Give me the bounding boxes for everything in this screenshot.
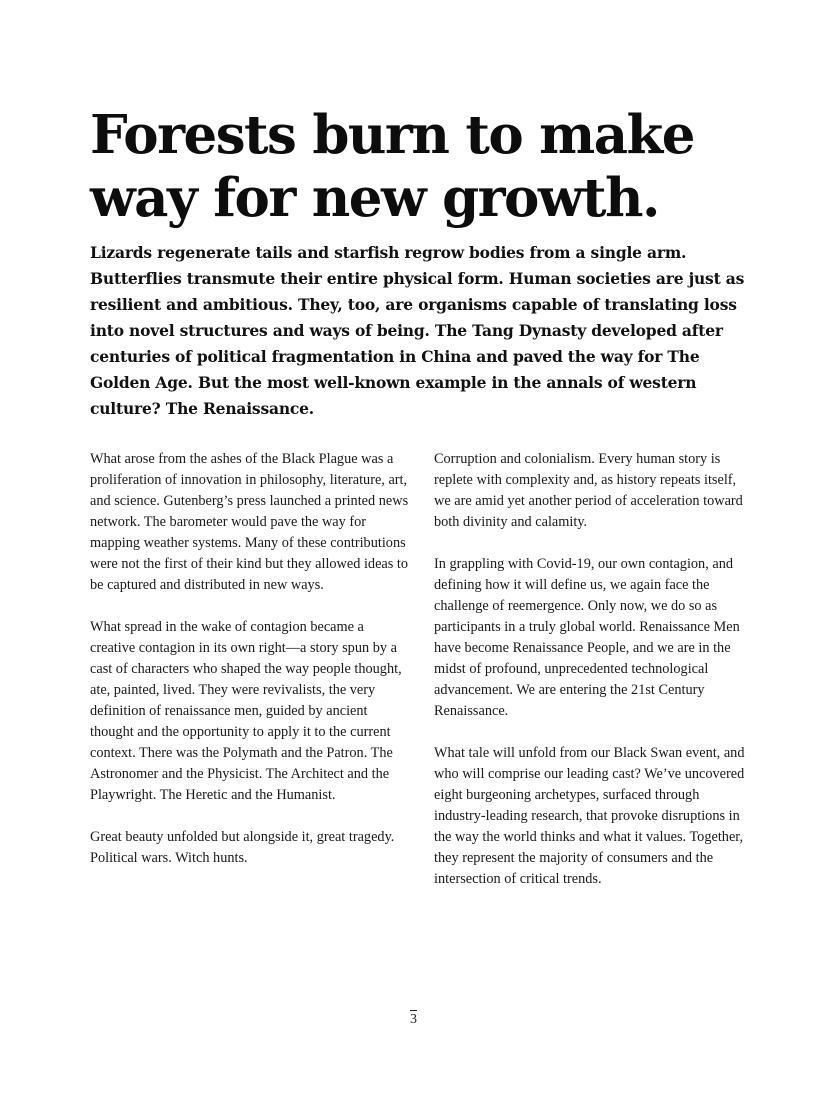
body-paragraph: Corruption and colonialism. Every human story is replete with complexity and, as history repeats itself, we are amid yet another period of acceleration toward both divinity and calamity. <box>434 451 743 530</box>
page-number-label: 3 <box>410 1012 417 1027</box>
body-paragraph: Great beauty unfolded but alongside it, great tragedy. Political wars. Witch hunts. <box>90 829 395 866</box>
body-paragraph: What tale will unfold from our Black Swan event, and who will comprise our leading cast? We’ve uncovered eight burgeoning archetypes, surfaced through industry-leading research, that provoke disruptions in the way the world thinks and what it values. Together, they represent the majority of consumers and the intersection of critical trends. <box>434 745 745 887</box>
body-paragraph: What spread in the wake of contagion became a creative contagion in its own right—a story spun by a cast of characters who shaped the way people thought, ate, painted, lived. They were revivalists, the very definition of renaissance men, guided by ancient thought and the opportunity to apply it to the current context. There was the Polymath and the Patron. The Astronomer and the Physicist. The Architect and the Playwright. The Heretic and the Humanist. <box>90 619 402 803</box>
body-paragraph: What arose from the ashes of the Black Plague was a proliferation of innovation in philosophy, literature, art, and science. Gutenberg’s press launched a printed news network. The barometer would pave the way for mapping weather systems. Many of these contributions were not the first of their kind but they allowed ideas to be captured and distributed in new ways. <box>90 451 409 593</box>
body-paragraph: In grappling with Covid-19, our own contagion, and defining how it will define us, we again face the challenge of reemergence. Only now, we do so as participants in a truly global world. Renaissance Men have become Renaissance People, and we are in the midst of profound, unprecedented technological advancement. We are entering the 21st Century Renaissance. <box>434 556 740 719</box>
lede-paragraph: Lizards regenerate tails and starfish regrow bodies from a single arm. Butterflies transmute their entire physical form. Human societies are just as resilient and ambitious. They, too, are organisms capable of translating loss into novel structures and ways of being. The Tang Dynasty developed after centuries of political fragmentation in China and paved the way for The Golden Age. But the most well-known example in the annals of western culture? The Renaissance. <box>90 243 745 418</box>
left-column <box>90 449 410 890</box>
page-number <box>0 1012 827 1028</box>
right-column <box>434 449 754 911</box>
page-headline: Forests burn to make way for new growth. <box>90 104 694 229</box>
